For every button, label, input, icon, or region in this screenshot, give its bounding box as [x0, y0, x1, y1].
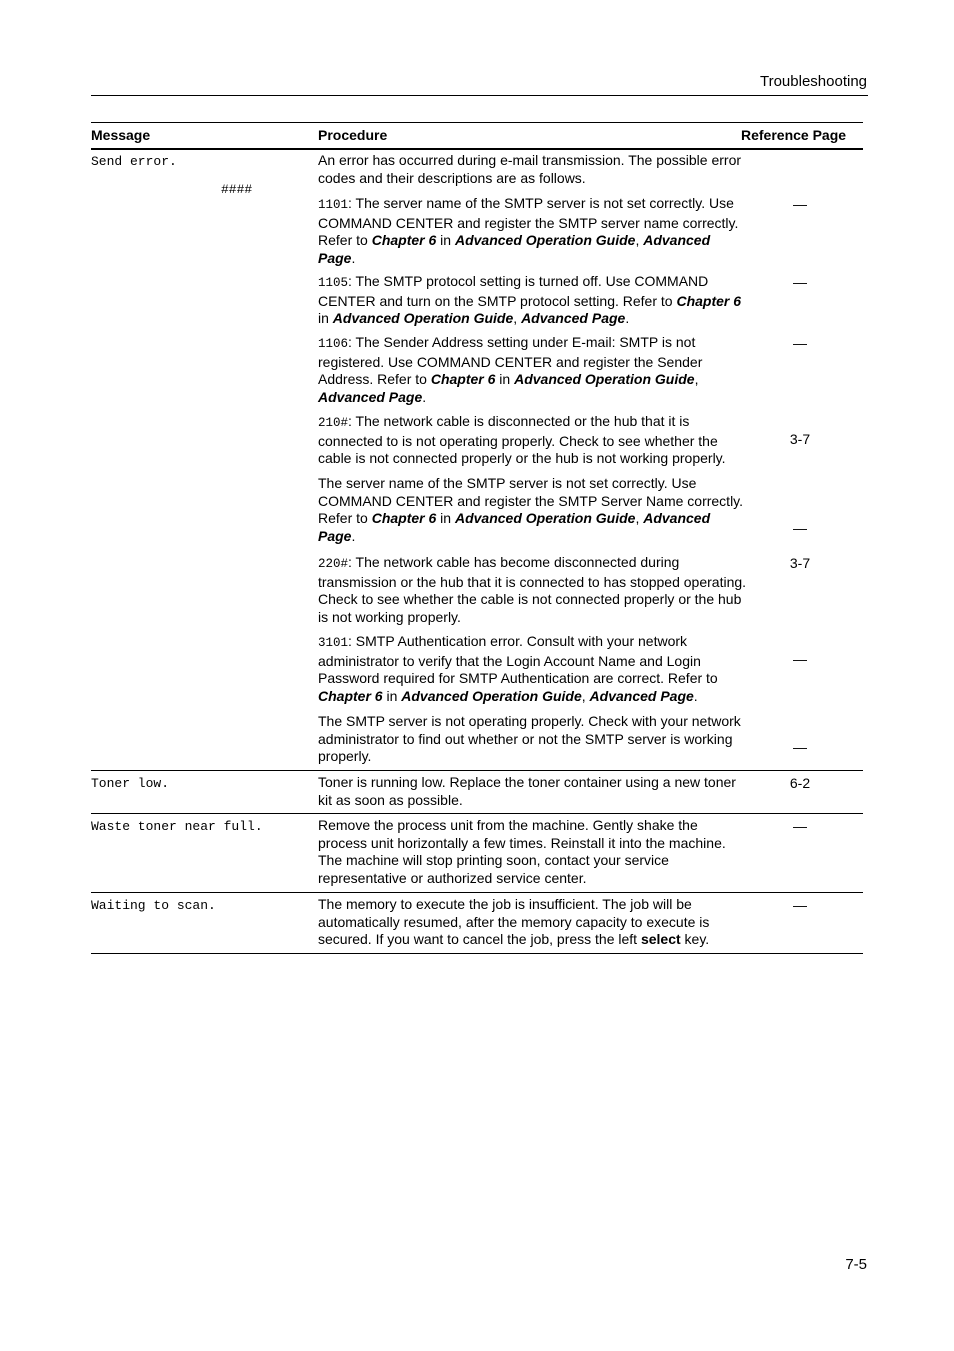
- ref-1106: —: [793, 335, 807, 351]
- message-error-code-placeholder: ####: [221, 182, 253, 197]
- col-header-reference: Reference Page: [741, 127, 847, 143]
- procedure-waste-toner: Remove the process unit from the machine. Gently shake the process unit horizontally a few times. Reinstall it into the machine. The machine will stop printing soon, contact your service representative or authorized service center.: [318, 817, 726, 886]
- procedure-smtp-server-name: The server name of the SMTP server is not set correctly. Use COMMAND CENTER and register the SMTP Server Name correctly. Refer to Chapter 6 in Advanced Operation Guide, Advanced Page.: [318, 475, 744, 544]
- ref-smtp-server-down: —: [793, 739, 807, 755]
- procedure-3101: 3101: SMTP Authentication error. Consult with your network administrator to verify that the Login Account Name and Login Password required for SMTP Authentication are correct. Refer to Chapter 6 in Advanced Operation Guide, Advanced Page.: [318, 633, 718, 704]
- ref-220: 3-7: [789, 555, 811, 571]
- procedure-toner-low: Toner is running low. Replace the toner container using a new toner kit as soon as possible.: [318, 774, 736, 808]
- procedure-intro: An error has occurred during e-mail transmission. The possible error codes and their descriptions are as follows.: [318, 152, 742, 186]
- table-top-rule: [91, 122, 863, 123]
- procedure-1106: 1106: The Sender Address setting under E-mail: SMTP is not registered. Use COMMAND CENTER and register the Sender Address. Refer to Chapter 6 in Advanced Operation Guide, Advanced Page.: [318, 334, 703, 405]
- header-bottom-rule: [91, 148, 863, 150]
- ref-waiting-to-scan: —: [793, 897, 807, 913]
- row-divider: [91, 892, 863, 893]
- row-divider: [91, 813, 863, 814]
- table-bottom-rule: [91, 953, 863, 954]
- message-toner-low: Toner low.: [91, 776, 170, 791]
- ref-smtp-server-name: —: [793, 520, 807, 536]
- message-waiting-to-scan: Waiting to scan.: [91, 898, 216, 913]
- ref-1101: —: [793, 196, 807, 212]
- row-divider: [91, 770, 863, 771]
- ref-1105: —: [793, 274, 807, 290]
- procedure-smtp-server-down: The SMTP server is not operating properly. Check with your network administrator to find out whether or not the SMTP server is working properly.: [318, 713, 741, 765]
- message-waste-toner: Waste toner near full.: [91, 819, 263, 834]
- procedure-1105: 1105: The SMTP protocol setting is turned off. Use COMMAND CENTER and turn on the SMTP protocol setting. Refer to Chapter 6 in Advanced Operation Guide, Advanced Page.: [318, 273, 742, 327]
- procedure-waiting-to-scan: The memory to execute the job is insufficient. The job will be automatically resumed, after the memory capacity to execute is secured. If you want to cancel the job, press the left select key.: [318, 896, 710, 948]
- procedure-220: 220#: The network cable has become disconnected during transmission or the hub that it is connected to has stopped operating. Check to see whether the cable is not connected properly or the hub is not working properly.: [318, 554, 747, 625]
- ref-210: 3-7: [789, 431, 811, 447]
- procedure-1101: 1101: The server name of the SMTP server is not set correctly. Use COMMAND CENTER and register the SMTP server name correctly. Refer to Chapter 6 in Advanced Operation Guide, Advanced Page.: [318, 195, 739, 266]
- col-header-procedure: Procedure: [318, 127, 388, 143]
- ref-toner-low: 6-2: [789, 775, 811, 791]
- ref-waste-toner: —: [793, 818, 807, 834]
- message-send-error: Send error.: [91, 154, 177, 169]
- procedure-210: 210#: The network cable is disconnected or the hub that it is connected to is not operating properly. Check to see whether the cable is not connected properly or the hub is not working properly.: [318, 413, 726, 467]
- ref-3101: —: [793, 651, 807, 667]
- running-header: Troubleshooting: [759, 73, 867, 90]
- header-rule: [91, 95, 868, 96]
- col-header-message: Message: [91, 127, 151, 143]
- page-number: 7-5: [845, 1256, 867, 1273]
